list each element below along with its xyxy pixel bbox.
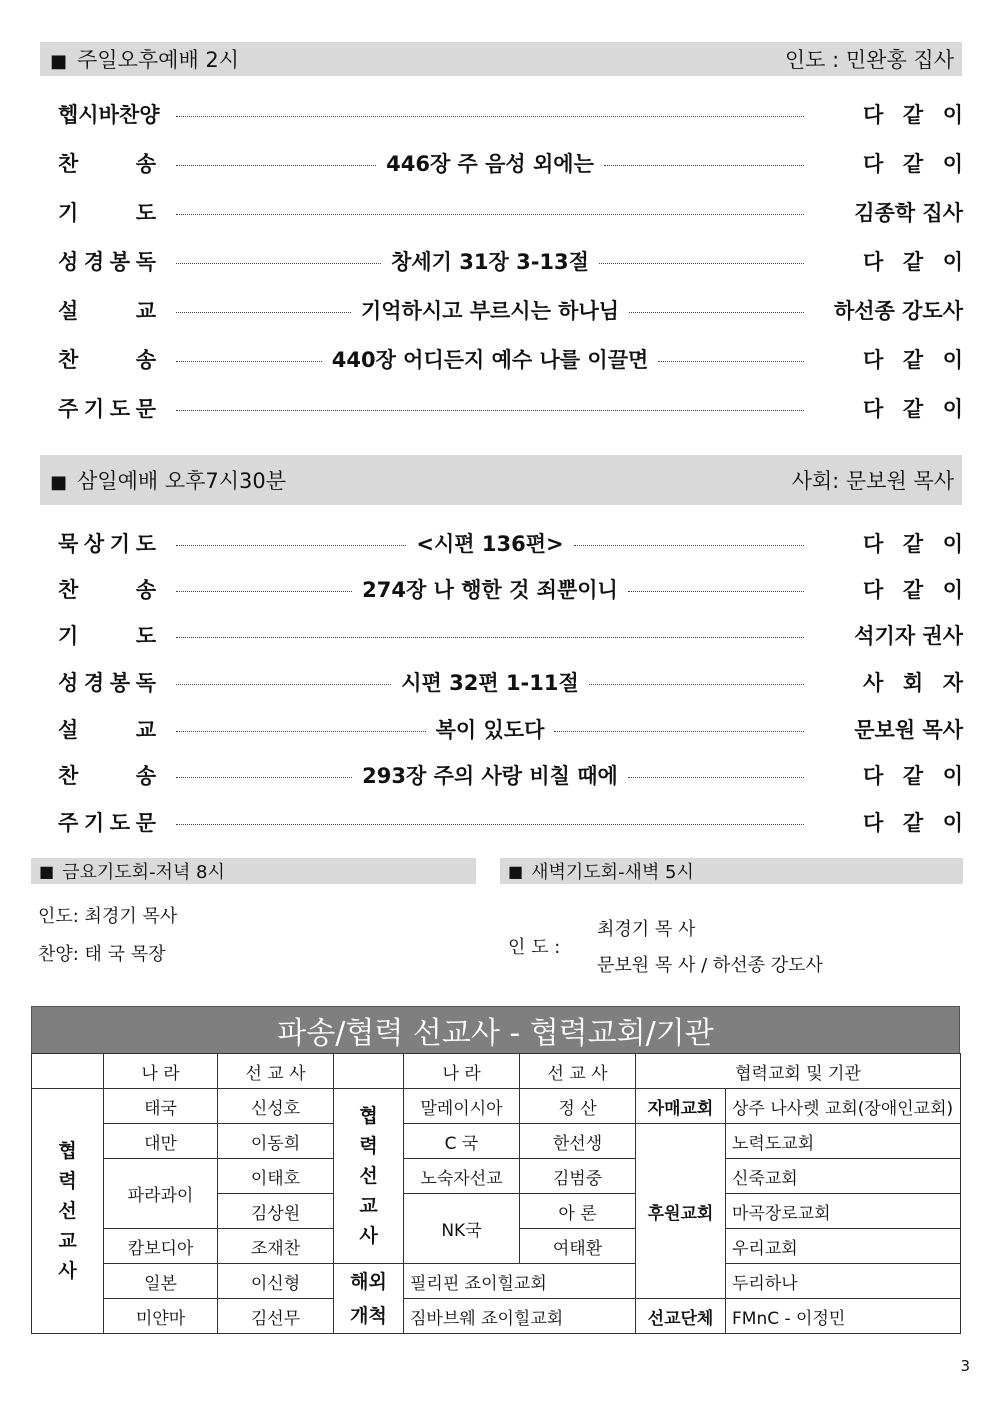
section2-leader: 사회: 문보원 목사 — [791, 469, 954, 493]
order-row — [58, 712, 963, 746]
order-leader-line — [176, 712, 804, 746]
order-label-char: 기 — [83, 811, 105, 835]
country-cell: 일본 — [104, 1264, 218, 1299]
header-missionary: 선 교 사 — [520, 1054, 636, 1089]
order-label-char: 봉 — [109, 671, 131, 695]
order-label-char: 교 — [135, 718, 156, 742]
order-label — [58, 99, 160, 129]
missionary-cell: 김범중 — [520, 1159, 636, 1194]
order-person-char: 회 — [902, 671, 924, 695]
dotted-leader — [176, 361, 322, 362]
overseas-label: 해외 개척 — [334, 1264, 404, 1334]
order-label-char: 독 — [135, 250, 156, 274]
order-person-char: 자 — [942, 671, 963, 695]
dotted-leader — [589, 684, 804, 685]
order-person-char: 이 — [942, 532, 963, 556]
order-leader-line — [176, 97, 804, 131]
order-label-char: 경 — [83, 671, 105, 695]
order-content: 시편 32편 1-11절 — [401, 671, 579, 695]
order-person — [863, 528, 963, 558]
vertical-label-char: 선 — [58, 1200, 77, 1222]
header-missionary: 선 교 사 — [218, 1054, 334, 1089]
dotted-leader — [176, 263, 381, 264]
order-person-name: 하선종 강도사 — [833, 299, 963, 323]
table-row — [32, 1264, 961, 1299]
order-person-char: 같 — [902, 348, 924, 372]
dotted-leader — [628, 777, 804, 778]
order-content: 창세기 31장 3-13절 — [391, 250, 589, 274]
dotted-leader — [176, 637, 804, 638]
section1-header — [40, 42, 962, 76]
order-person-char: 이 — [942, 811, 963, 835]
order-leader-line — [176, 665, 804, 699]
order-label-char: 교 — [135, 299, 156, 323]
square-bullet-icon: ■ — [39, 861, 55, 881]
order-person-char: 같 — [902, 250, 924, 274]
order-label — [58, 344, 156, 374]
table-row — [32, 1299, 961, 1334]
order-row — [58, 391, 963, 425]
dotted-leader — [574, 545, 804, 546]
page-number: 3 — [960, 1357, 970, 1375]
mission-org-label: 선교단체 — [636, 1299, 726, 1334]
order-label-char: 주 — [58, 811, 79, 835]
order-person-char: 같 — [902, 532, 924, 556]
support-church: 마곡장로교회 — [726, 1194, 961, 1229]
order-label-char: 경 — [83, 250, 105, 274]
support-church: 우리교회 — [726, 1229, 961, 1264]
country-cell: C 국 — [404, 1124, 520, 1159]
dotted-leader — [176, 545, 406, 546]
order-row — [58, 572, 963, 606]
order-row — [58, 526, 963, 560]
order-label — [58, 393, 156, 423]
dotted-leader — [628, 591, 804, 592]
order-person-name: 김종학 집사 — [854, 201, 963, 225]
dawn-header — [500, 858, 963, 884]
dotted-leader — [176, 684, 391, 685]
order-label-char: 상 — [83, 532, 105, 556]
order-person-char: 다 — [863, 578, 884, 602]
order-person — [823, 620, 963, 650]
order-person — [863, 760, 963, 790]
sister-church-label: 자매교회 — [636, 1089, 726, 1124]
friday-leader: 인도: 최경기 목사 — [38, 906, 178, 927]
group2-label — [334, 1089, 404, 1264]
missions-banner: 파송/협력 선교사 - 협력교회/기관 — [31, 1006, 960, 1054]
order-label-char: 찬 — [58, 152, 79, 176]
missions-table — [31, 1053, 961, 1334]
order-row — [58, 293, 963, 327]
order-label-char: 기 — [109, 532, 131, 556]
order-person-name: 석기자 권사 — [854, 624, 963, 648]
header-empty — [334, 1054, 404, 1089]
country-cell: 캄보디아 — [104, 1229, 218, 1264]
vertical-label-char: 선 — [359, 1165, 378, 1187]
country-cell: 미얀마 — [104, 1299, 218, 1334]
vertical-label-char: 협 — [359, 1105, 378, 1127]
order-label — [58, 295, 156, 325]
missionary-cell: 이태호 — [218, 1159, 334, 1194]
order-label — [58, 148, 156, 178]
order-leader-line — [176, 342, 804, 376]
vertical-label-char: 력 — [58, 1170, 77, 1192]
section2-title: 삼일예배 오후7시30분 — [77, 469, 287, 493]
order-row — [58, 665, 963, 699]
order-person-char: 이 — [942, 578, 963, 602]
order-content: 293장 주의 사랑 비칠 때에 — [362, 764, 618, 788]
order-person-char: 다 — [863, 764, 884, 788]
order-person — [863, 148, 963, 178]
order-label-char: 기 — [58, 624, 79, 648]
square-bullet-icon: ■ — [508, 861, 524, 881]
order-label-char: 도 — [135, 624, 156, 648]
order-person-char: 다 — [863, 811, 884, 835]
order-row — [58, 618, 963, 652]
country-cell: 노숙자선교 — [404, 1159, 520, 1194]
missionary-cell: 정 산 — [520, 1089, 636, 1124]
order-label-char: 성 — [58, 250, 79, 274]
section1-leader: 인도 : 민완홍 집사 — [784, 48, 954, 72]
order-person — [863, 574, 963, 604]
order-row — [58, 195, 963, 229]
order-person-char: 이 — [942, 152, 963, 176]
order-person — [863, 344, 963, 374]
support-church-label: 후원교회 — [636, 1124, 726, 1299]
order-person-name: 문보원 목사 — [854, 718, 963, 742]
order-label-char: 찬 — [58, 578, 79, 602]
order-person-char: 같 — [902, 397, 924, 421]
section1-title: 주일오후예배 2시 — [77, 48, 240, 72]
vertical-label-char: 교 — [359, 1195, 378, 1217]
dotted-leader — [604, 165, 804, 166]
missionary-cell: 김선무 — [218, 1299, 334, 1334]
order-person-char: 이 — [942, 397, 963, 421]
order-label-char: 송 — [135, 348, 156, 372]
missionary-cell: 조재찬 — [218, 1229, 334, 1264]
order-leader-line — [176, 293, 804, 327]
sister-church: 상주 나사렛 교회(장애인교회) — [726, 1089, 961, 1124]
order-label-char: 문 — [135, 811, 156, 835]
dotted-leader — [599, 263, 804, 264]
dawn-title: 새벽기도회-새벽 5시 — [531, 862, 694, 883]
order-label-char: 기 — [58, 201, 79, 225]
order-person-char: 같 — [902, 764, 924, 788]
order-person — [823, 197, 963, 227]
order-row — [58, 805, 963, 839]
order-person — [863, 807, 963, 837]
dotted-leader — [176, 165, 376, 166]
dotted-leader — [176, 777, 352, 778]
table-row — [32, 1159, 961, 1194]
order-person-char: 다 — [863, 532, 884, 556]
order-label-char: 도 — [109, 397, 131, 421]
order-content: 복이 있도다 — [435, 718, 545, 742]
order-row — [58, 244, 963, 278]
country-cell: 태국 — [104, 1089, 218, 1124]
order-content: 기억하시고 부르시는 하나님 — [360, 299, 620, 323]
missionary-cell: 김상원 — [218, 1194, 334, 1229]
order-person — [823, 295, 963, 325]
order-person — [823, 714, 963, 744]
order-label-char: 헵 — [58, 103, 79, 127]
order-label-char: 양 — [139, 103, 160, 127]
order-leader-line — [176, 146, 804, 180]
country-cell: 말레이시아 — [404, 1089, 520, 1124]
order-label-char: 묵 — [58, 532, 79, 556]
dotted-leader — [629, 312, 804, 313]
order-person-char: 다 — [863, 348, 884, 372]
order-person-char: 이 — [942, 348, 963, 372]
dotted-leader — [176, 214, 804, 215]
order-label-char: 찬 — [118, 103, 140, 127]
order-person-char: 같 — [902, 103, 924, 127]
order-person-char: 같 — [902, 811, 924, 835]
order-row — [58, 758, 963, 792]
square-bullet-icon: ■ — [50, 472, 68, 493]
order-person-char: 다 — [863, 250, 884, 274]
table-header-row — [32, 1054, 961, 1089]
order-label — [58, 667, 156, 697]
missionary-cell: 신성호 — [218, 1089, 334, 1124]
order-label-char: 시 — [78, 103, 99, 127]
order-row — [58, 97, 963, 131]
order-content: 274장 나 행한 것 죄뿐이니 — [362, 578, 618, 602]
header-empty — [32, 1054, 104, 1089]
order-content: <시편 136편> — [416, 532, 564, 556]
order-label-char: 문 — [135, 397, 156, 421]
order-label-char: 찬 — [58, 764, 79, 788]
missionary-cell: 이동희 — [218, 1124, 334, 1159]
order-label-char: 바 — [98, 103, 119, 127]
overseas-church: 짐바브웨 죠이힐교회 — [404, 1299, 636, 1334]
vertical-label-char: 력 — [359, 1135, 378, 1157]
support-church: 두리하나 — [726, 1264, 961, 1299]
dotted-leader — [176, 410, 804, 411]
order-label-char: 기 — [83, 397, 105, 421]
order-label-char: 주 — [58, 397, 79, 421]
order-label-char: 설 — [58, 299, 79, 323]
order-person — [863, 667, 963, 697]
support-church: 노력도교회 — [726, 1124, 961, 1159]
order-content: 446장 주 음성 외에는 — [386, 152, 594, 176]
table-row — [32, 1089, 961, 1124]
order-leader-line — [176, 618, 804, 652]
order-label — [58, 760, 156, 790]
missionary-cell: 여태환 — [520, 1229, 636, 1264]
missionary-cell: 아 론 — [520, 1194, 636, 1229]
order-leader-line — [176, 195, 804, 229]
order-person-char: 사 — [863, 671, 884, 695]
order-label — [58, 246, 156, 276]
order-label-char: 송 — [135, 152, 156, 176]
header-country: 나 라 — [404, 1054, 520, 1089]
order-person-char: 같 — [902, 152, 924, 176]
missionary-cell: 이신형 — [218, 1264, 334, 1299]
vertical-label-char: 교 — [58, 1230, 77, 1252]
overseas-church: 필리핀 죠이힐교회 — [404, 1264, 636, 1299]
dotted-leader — [176, 824, 804, 825]
order-label-char: 송 — [135, 764, 156, 788]
table-row — [32, 1124, 961, 1159]
order-person — [863, 99, 963, 129]
missionary-cell: 한선생 — [520, 1124, 636, 1159]
country-cell: 파라과이 — [104, 1159, 218, 1229]
order-person-char: 이 — [942, 103, 963, 127]
order-person-char: 다 — [863, 103, 884, 127]
order-leader-line — [176, 526, 804, 560]
order-leader-line — [176, 758, 804, 792]
order-label — [58, 574, 156, 604]
mission-org: FMnC - 이정민 — [726, 1299, 961, 1334]
dotted-leader — [176, 312, 351, 313]
order-label-char: 설 — [58, 718, 79, 742]
friday-praise: 찬양: 태 국 목장 — [38, 944, 166, 965]
dawn-label: 인 도 : — [508, 937, 561, 958]
group1-label — [32, 1089, 104, 1334]
friday-title: 금요기도회-저녁 8시 — [62, 862, 225, 883]
order-label — [58, 714, 156, 744]
support-church: 신죽교회 — [726, 1159, 961, 1194]
order-person-char: 같 — [902, 578, 924, 602]
order-label-char: 도 — [109, 811, 131, 835]
order-label — [58, 528, 156, 558]
order-leader-line — [176, 244, 804, 278]
order-leader-line — [176, 572, 804, 606]
order-row — [58, 342, 963, 376]
order-label-char: 송 — [135, 578, 156, 602]
order-person-char: 이 — [942, 764, 963, 788]
vertical-label-char: 사 — [58, 1260, 77, 1282]
header-country: 나 라 — [104, 1054, 218, 1089]
order-person-char: 이 — [942, 250, 963, 274]
order-label-char: 찬 — [58, 348, 79, 372]
order-person-char: 다 — [863, 397, 884, 421]
order-label-char: 독 — [135, 671, 156, 695]
order-person-char: 다 — [863, 152, 884, 176]
order-label — [58, 620, 156, 650]
country-cell: NK국 — [404, 1194, 520, 1264]
order-content: 440장 어디든지 예수 나를 이끌면 — [331, 348, 649, 372]
order-label-char: 도 — [135, 532, 156, 556]
dotted-leader — [176, 116, 804, 117]
dotted-leader — [554, 731, 804, 732]
dotted-leader — [176, 591, 352, 592]
order-row — [58, 146, 963, 180]
order-label-char: 봉 — [109, 250, 131, 274]
dawn-line2: 문보원 목 사 / 하선종 강도사 — [597, 955, 823, 976]
order-label — [58, 807, 156, 837]
order-person — [863, 393, 963, 423]
friday-header — [31, 858, 476, 884]
country-cell: 대만 — [104, 1124, 218, 1159]
header-partner: 협력교회 및 기관 — [636, 1054, 961, 1089]
vertical-label-char: 사 — [359, 1225, 378, 1247]
square-bullet-icon: ■ — [50, 51, 68, 72]
section2-header — [40, 455, 962, 505]
order-leader-line — [176, 391, 804, 425]
dotted-leader — [176, 731, 426, 732]
order-person — [863, 246, 963, 276]
dotted-leader — [658, 361, 804, 362]
vertical-label-char: 협 — [58, 1140, 77, 1162]
dawn-line1: 최경기 목 사 — [597, 919, 696, 940]
order-label — [58, 197, 156, 227]
order-label-char: 성 — [58, 671, 79, 695]
order-leader-line — [176, 805, 804, 839]
order-label-char: 도 — [135, 201, 156, 225]
